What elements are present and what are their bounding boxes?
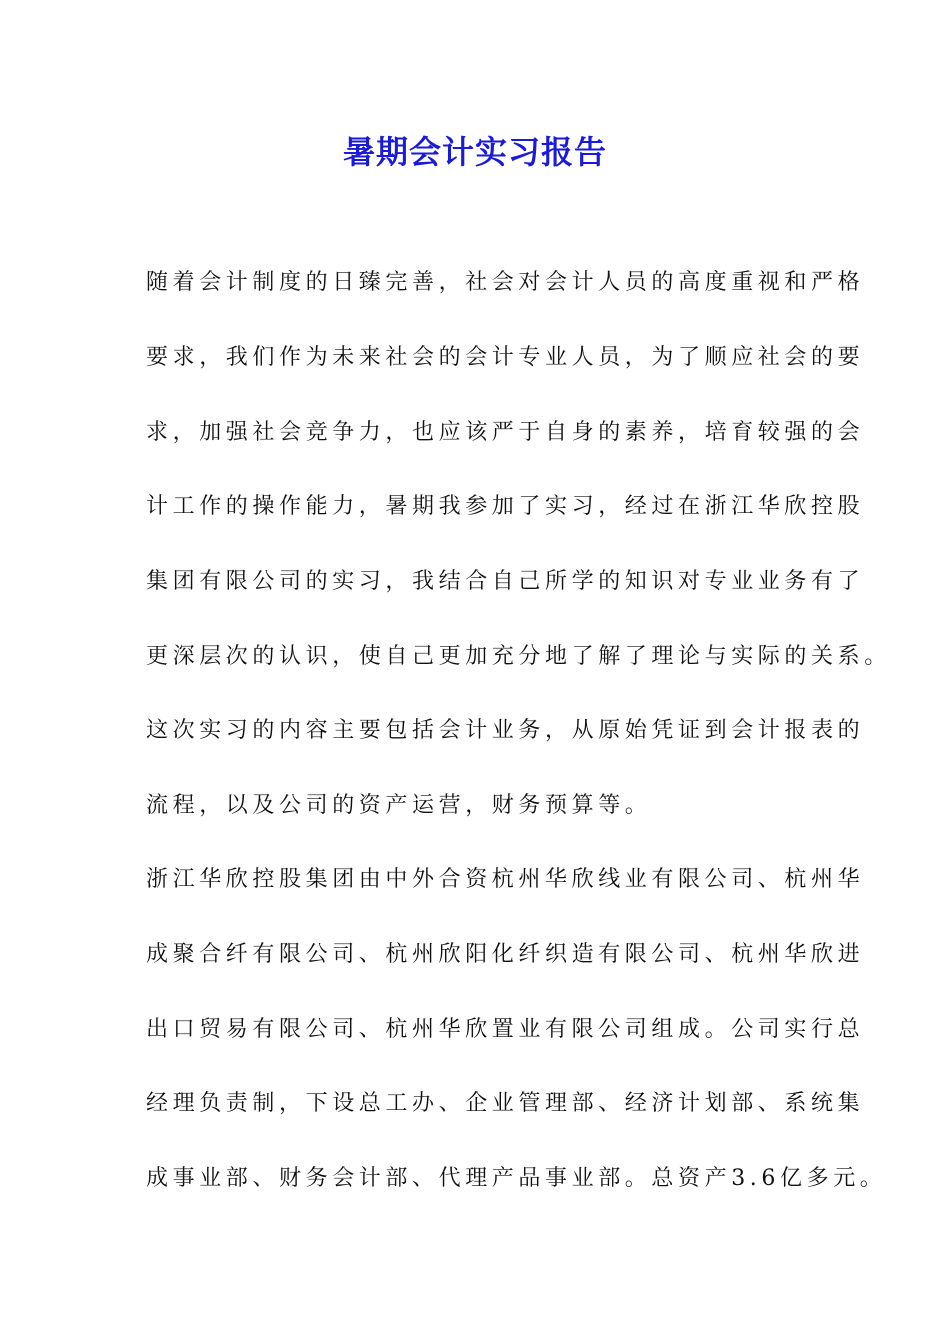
paragraph-2-line-5: 成事业部、财务会计部、代理产品事业部。总资产3.6亿多元。 [146, 1166, 887, 1191]
paragraph-2-line-2: 成聚合纤有限公司、杭州欣阳化纤织造有限公司、杭州华欣进 [146, 942, 865, 967]
paragraph-1-line-3: 求，加强社会竞争力，也应该严于自身的素养，培育较强的会 [146, 420, 865, 445]
paragraph-1-line-8: 流程，以及公司的资产运营，财务预算等。 [146, 793, 652, 818]
paragraph-1-line-6: 更深层次的认识，使自己更加充分地了解了理论与实际的关系。 [146, 644, 891, 669]
paragraph-1-line-7: 这次实习的内容主要包括会计业务，从原始凭证到会计报表的 [146, 718, 865, 743]
paragraph-1-line-4: 计工作的操作能力，暑期我参加了实习，经过在浙江华欣控股 [146, 494, 865, 519]
paragraph-2-line-4: 经理负责制，下设总工办、企业管理部、经济计划部、系统集 [146, 1091, 865, 1116]
paragraph-2-line-3: 出口贸易有限公司、杭州华欣置业有限公司组成。公司实行总 [146, 1017, 865, 1042]
paragraph-1-line-5: 集团有限公司的实习，我结合自己所学的知识对专业业务有了 [146, 569, 865, 594]
paragraph-2-line-1: 浙江华欣控股集团由中外合资杭州华欣线业有限公司、杭州华 [146, 867, 865, 892]
paragraph-1-line-1: 随着会计制度的日臻完善，社会对会计人员的高度重视和严格 [146, 270, 865, 295]
document-title: 暑期会计实习报告 [342, 133, 607, 171]
paragraph-1-line-2: 要求，我们作为未来社会的会计专业人员，为了顺应社会的要 [146, 345, 865, 370]
